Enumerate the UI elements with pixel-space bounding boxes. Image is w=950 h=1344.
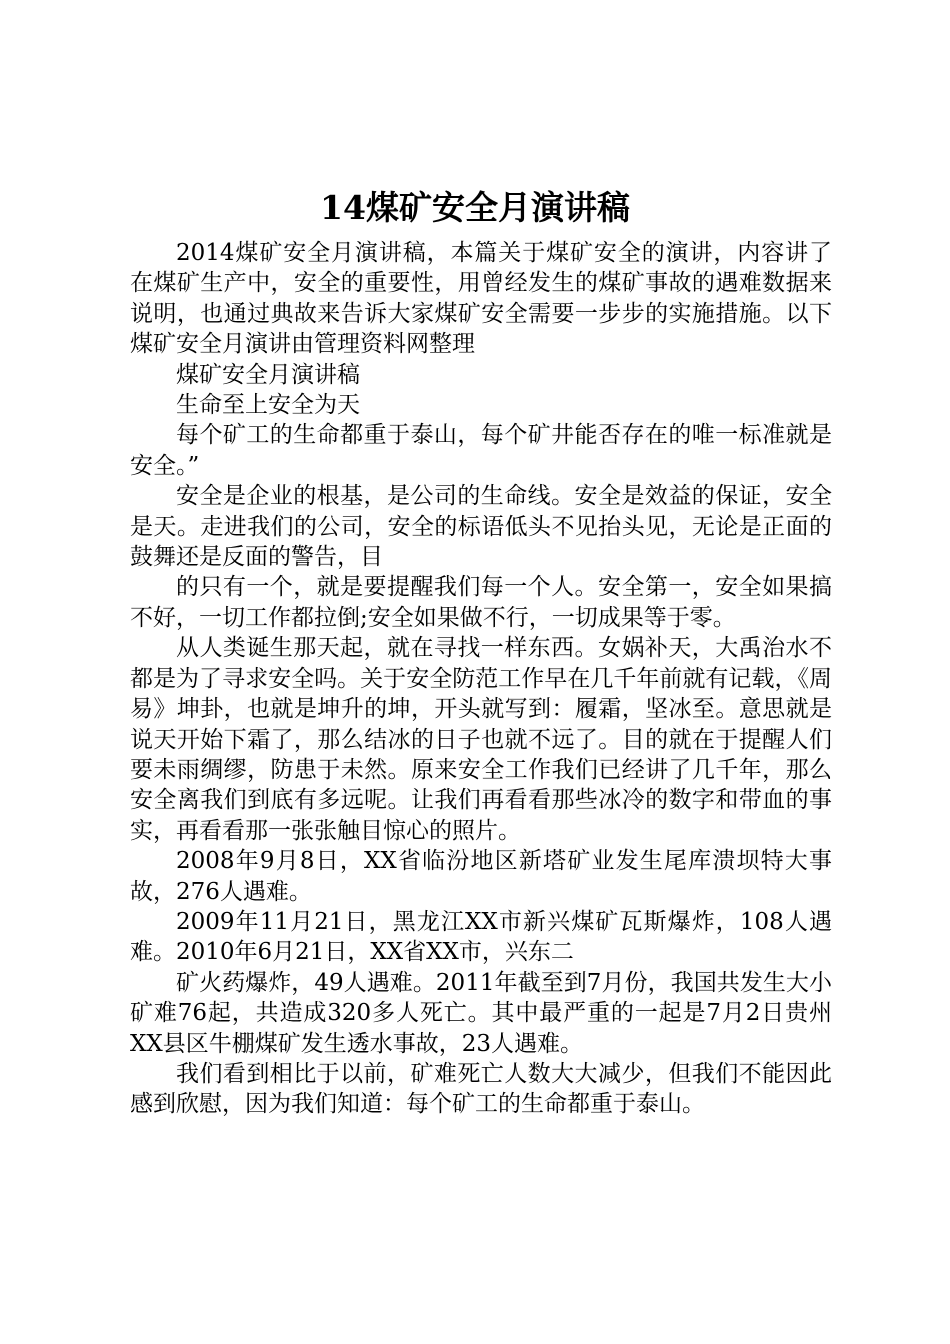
paragraph: 2009年11月21日，黑龙江XX市新兴煤矿瓦斯爆炸，108人遇难。2010年6月21日，XX省XX市，兴东二 (130, 908, 832, 966)
paragraph-intro: 2014煤矿安全月演讲稿，本篇关于煤矿安全的演讲，内容讲了在煤矿生产中，安全的重要性，用曾经发生的煤矿事故的遇难数据来说明，也通过典故来告诉大家煤矿安全需要一步步的实施措施。以下煤矿安全月演讲由管理资料网整理 (130, 240, 832, 358)
paragraph: 矿火药爆炸，49人遇难。2011年截至到7月份，我国共发生大小矿难76起，共造成320多人死亡。其中最严重的一起是7月2日贵州XX县区牛棚煤矿发生透水事故，23人遇难。 (130, 969, 832, 1057)
document-title: 14煤矿安全月演讲稿 (320, 188, 630, 227)
paragraph: 2008年9月8日，XX省临汾地区新塔矿业发生尾库溃坝特大事故，276人遇难。 (130, 848, 832, 905)
document-body (130, 238, 832, 1120)
paragraph: 我们看到相比于以前，矿难死亡人数大大减少，但我们不能因此感到欣慰，因为我们知道：每个矿工的生命都重于泰山。 (130, 1060, 832, 1118)
paragraph-slogan: 生命至上安全为天 (176, 392, 360, 419)
paragraph: 安全是企业的根基，是公司的生命线。安全是效益的保证，安全是天。走进我们的公司，安全的标语低头不见抬头见，无论是正面的鼓舞还是反面的警告，目 (130, 483, 832, 571)
paragraph: 的只有一个，就是要提醒我们每一个人。安全第一，安全如果搞不好，一切工作都拉倒;安全如果做不行，一切成果等于零。 (130, 574, 832, 631)
paragraph: 每个矿工的生命都重于泰山，每个矿井能否存在的唯一标准就是安全。” (130, 422, 832, 479)
paragraph: 从人类诞生那天起，就在寻找一样东西。女娲补天，大禹治水不都是为了寻求安全吗。关于安全防范工作早在几千年前就有记载，《周易》坤卦，也就是坤升的坤，开头就写到：履霜，坚冰至。意思就是说天开始下霜了，那么结冰的日子也就不远了。目的就在于提醒人们要未雨绸缪，防患于未然。原来安全工作我们已经讲了几千年，那么安全离我们到底有多远呢。让我们再看看那些冰冷的数字和带血的事实，再看看那一张张触目惊心的照片。 (130, 635, 832, 844)
paragraph-subtitle: 煤矿安全月演讲稿 (176, 361, 360, 388)
